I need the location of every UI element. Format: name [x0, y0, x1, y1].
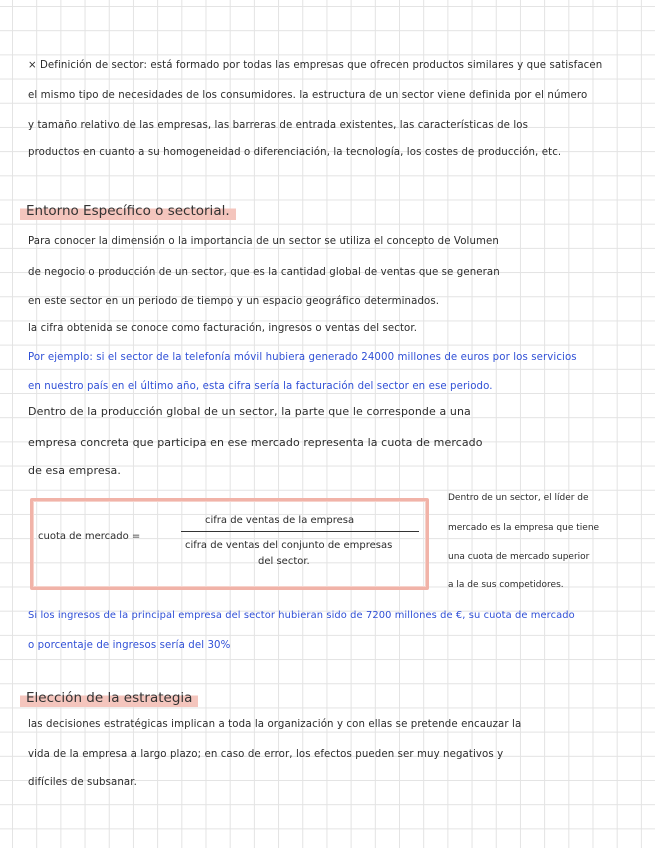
body-line: en este sector en un periodo de tiempo y un espacio geográfico determinados.: [28, 296, 440, 307]
definition-line: y tamaño relativo de las empresas, las barreras de entrada existentes, las características de los: [28, 120, 529, 131]
body-line: empresa concreta que participa en ese mercado representa la cuota de mercado: [28, 436, 483, 449]
body-line: las decisiones estratégicas implican a toda la organización y con ellas se pretende encauzar la: [28, 719, 522, 730]
formula-numerator: cifra de ventas de la empresa: [205, 515, 355, 526]
definition-line: × Definición de sector: está formado por todas las empresas que ofrecen productos similares y que satisfacen: [28, 60, 603, 71]
formula-denominator: del sector.: [258, 556, 310, 567]
section-heading-entorno: Entorno Específico o sectorial.: [20, 202, 236, 220]
definition-line: productos en cuanto a su homogeneidad o diferenciación, la tecnología, los costes de producción, etc.: [28, 147, 562, 158]
side-note-line: a la de sus competidores.: [448, 580, 564, 590]
side-note-line: una cuota de mercado superior: [448, 552, 590, 562]
body-line: vida de la empresa a largo plazo; en caso de error, los efectos pueden ser muy negativos y: [28, 749, 504, 760]
body-line: de negocio o producción de un sector, que es la cantidad global de ventas que se generan: [28, 267, 500, 278]
side-note-line: Dentro de un sector, el líder de: [448, 493, 589, 503]
definition-line: el mismo tipo de necesidades de los consumidores. la estructura de un sector viene definida por el número: [28, 90, 588, 101]
section-heading-estrategia: Elección de la estrategia: [20, 689, 198, 707]
body-line: Para conocer la dimensión o la importancia de un sector se utiliza el concepto de Volumen: [28, 236, 499, 247]
body-line: difíciles de subsanar.: [28, 777, 137, 788]
example-line: o porcentaje de ingresos sería del 30%: [28, 640, 231, 651]
example-line: en nuestro país en el último año, esta cifra sería la facturación del sector en ese periodo.: [28, 381, 493, 392]
example-line: Por ejemplo: si el sector de la telefonía móvil hubiera generado 24000 millones de euros por los servicios: [28, 352, 577, 363]
body-line: Dentro de la producción global de un sector, la parte que le corresponde a una: [28, 405, 471, 418]
formula-left: cuota de mercado =: [38, 531, 141, 542]
body-line: la cifra obtenida se conoce como facturación, ingresos o ventas del sector.: [28, 323, 418, 334]
formula-denominator: cifra de ventas del conjunto de empresas: [185, 540, 393, 551]
example-line: Si los ingresos de la principal empresa del sector hubieran sido de 7200 millones de €, su cuota de mercado: [28, 610, 575, 621]
body-line: de esa empresa.: [28, 464, 121, 477]
side-note-line: mercado es la empresa que tiene: [448, 523, 600, 533]
fraction-bar: [181, 531, 419, 532]
